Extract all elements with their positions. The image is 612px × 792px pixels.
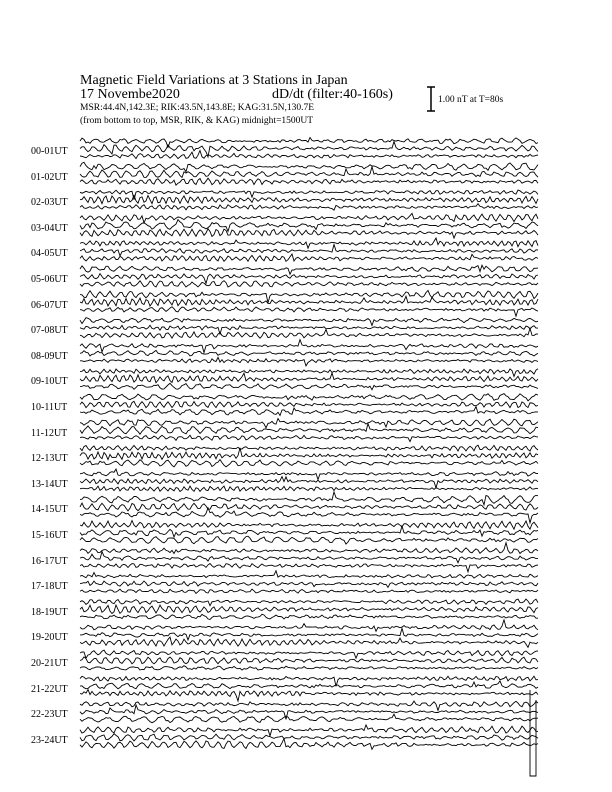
chart-date: 17 Novembe2020 — [80, 87, 180, 102]
hour-label: 14-15UT — [31, 504, 68, 516]
hour-label: 11-12UT — [31, 427, 68, 439]
trace-msr-14-15ut — [80, 508, 538, 523]
trace-order-note: (from bottom to top, MSR, RIK, & KAG) midnight=1500UT — [80, 116, 314, 126]
trace-kag-14-15ut — [80, 492, 538, 505]
trace-rik-02-03ut — [80, 195, 538, 203]
trace-kag-22-23ut — [80, 701, 538, 710]
trace-msr-15-16ut — [80, 536, 538, 544]
trace-msr-10-11ut — [80, 407, 538, 416]
trace-msr-07-08ut — [80, 328, 538, 338]
hour-label: 05-06UT — [31, 274, 68, 285]
trace-rik-15-16ut — [80, 526, 538, 537]
trace-msr-12-13ut — [80, 460, 538, 467]
trace-msr-00-01ut — [80, 151, 538, 159]
hour-label: 22-23UT — [31, 709, 68, 721]
chart-filter: dD/dt (filter:40-160s) — [272, 87, 393, 102]
trace-rik-19-20ut — [80, 628, 538, 640]
hour-label: 10-11UT — [31, 402, 68, 413]
trace-rik-22-23ut — [80, 705, 538, 719]
trace-kag-01-02ut — [80, 162, 538, 172]
hour-label: 15-16UT — [31, 530, 68, 541]
trace-rik-05-06ut — [80, 274, 538, 284]
trace-rik-13-14ut — [80, 477, 538, 488]
trace-rik-06-07ut — [80, 296, 538, 306]
trace-kag-16-17ut — [80, 543, 538, 554]
hour-label: 06-07UT — [31, 299, 68, 311]
station-coordinates: MSR:44.4N,142.3E; RIK:43.5N,143.8E; KAG:31.5N,130.7E — [80, 103, 315, 113]
trace-kag-23-24ut — [80, 725, 538, 736]
hour-label: 19-20UT — [31, 632, 68, 644]
hour-label: 07-08UT — [31, 325, 68, 337]
hour-label: 17-18UT — [31, 581, 68, 593]
hour-label: 23-24UT — [31, 734, 68, 746]
trace-kag-08-09ut — [80, 340, 538, 353]
trace-msr-08-09ut — [80, 357, 538, 366]
trace-kag-13-14ut — [80, 469, 538, 479]
trace-msr-21-22ut — [80, 690, 538, 702]
hour-label: 16-17UT — [31, 555, 68, 567]
hour-label: 00-01UT — [31, 146, 68, 157]
trace-msr-23-24ut — [80, 739, 538, 750]
trace-msr-22-23ut — [80, 714, 538, 723]
trace-msr-09-10ut — [80, 383, 538, 390]
trace-msr-01-02ut — [80, 178, 538, 185]
trace-kag-03-04ut — [80, 213, 538, 223]
trace-msr-04-05ut — [80, 254, 538, 261]
hour-label: 01-02UT — [31, 171, 68, 183]
trace-kag-00-01ut — [80, 138, 538, 148]
trace-msr-03-04ut — [80, 229, 538, 238]
trace-kag-05-06ut — [80, 265, 538, 274]
hour-label: 08-09UT — [31, 350, 68, 362]
trace-kag-10-11ut — [80, 394, 538, 401]
hour-label: 04-05UT — [31, 248, 68, 260]
chart-title: Magnetic Field Variations at 3 Stations in Japan — [80, 73, 348, 88]
trace-msr-02-03ut — [80, 204, 538, 211]
trace-rik-18-19ut — [80, 605, 538, 614]
trace-rik-10-11ut — [80, 401, 538, 407]
trace-msr-18-19ut — [80, 614, 538, 619]
trace-rik-23-24ut — [80, 734, 538, 741]
trace-msr-20-21ut — [80, 666, 538, 670]
trace-rik-16-17ut — [80, 552, 538, 563]
trace-msr-17-18ut — [80, 589, 538, 593]
hour-label: 09-10UT — [31, 376, 68, 388]
trace-msr-19-20ut — [80, 637, 538, 647]
trace-rik-20-21ut — [80, 657, 538, 664]
hour-label: 03-04UT — [31, 222, 68, 234]
trace-rik-12-13ut — [80, 448, 538, 460]
trace-kag-21-22ut — [80, 676, 538, 686]
trace-msr-06-07ut — [80, 307, 538, 316]
trace-kag-07-08ut — [80, 318, 538, 326]
trace-kag-12-13ut — [80, 445, 538, 451]
trace-rik-08-09ut — [80, 350, 538, 356]
hour-label: 21-22UT — [31, 683, 68, 695]
trace-rik-14-15ut — [80, 503, 538, 511]
trace-msr-13-14ut — [80, 486, 538, 491]
trace-kag-15-16ut — [80, 521, 538, 530]
trace-rik-09-10ut — [80, 373, 538, 383]
trace-kag-17-18ut — [80, 571, 538, 578]
trace-kag-11-12ut — [80, 419, 538, 428]
trace-rik-21-22ut — [80, 681, 538, 689]
trace-kag-09-10ut — [80, 369, 538, 377]
scale-label: 1.00 nT at T=80s — [438, 95, 504, 105]
hour-label: 12-13UT — [31, 453, 68, 465]
hour-label: 02-03UT — [31, 197, 68, 209]
trace-kag-20-21ut — [80, 650, 538, 658]
trace-kag-18-19ut — [80, 599, 538, 606]
hour-label: 18-19UT — [31, 606, 68, 618]
trace-msr-05-06ut — [80, 281, 538, 287]
trace-rik-07-08ut — [80, 325, 538, 334]
trace-rik-03-04ut — [80, 220, 538, 232]
trace-kag-04-05ut — [80, 238, 538, 248]
trace-msr-11-12ut — [80, 435, 538, 441]
hour-label: 13-14UT — [31, 478, 68, 490]
trace-rik-17-18ut — [80, 581, 538, 587]
trace-kag-19-20ut — [80, 620, 538, 632]
trace-msr-16-17ut — [80, 564, 538, 572]
hour-label: 20-21UT — [31, 658, 68, 669]
